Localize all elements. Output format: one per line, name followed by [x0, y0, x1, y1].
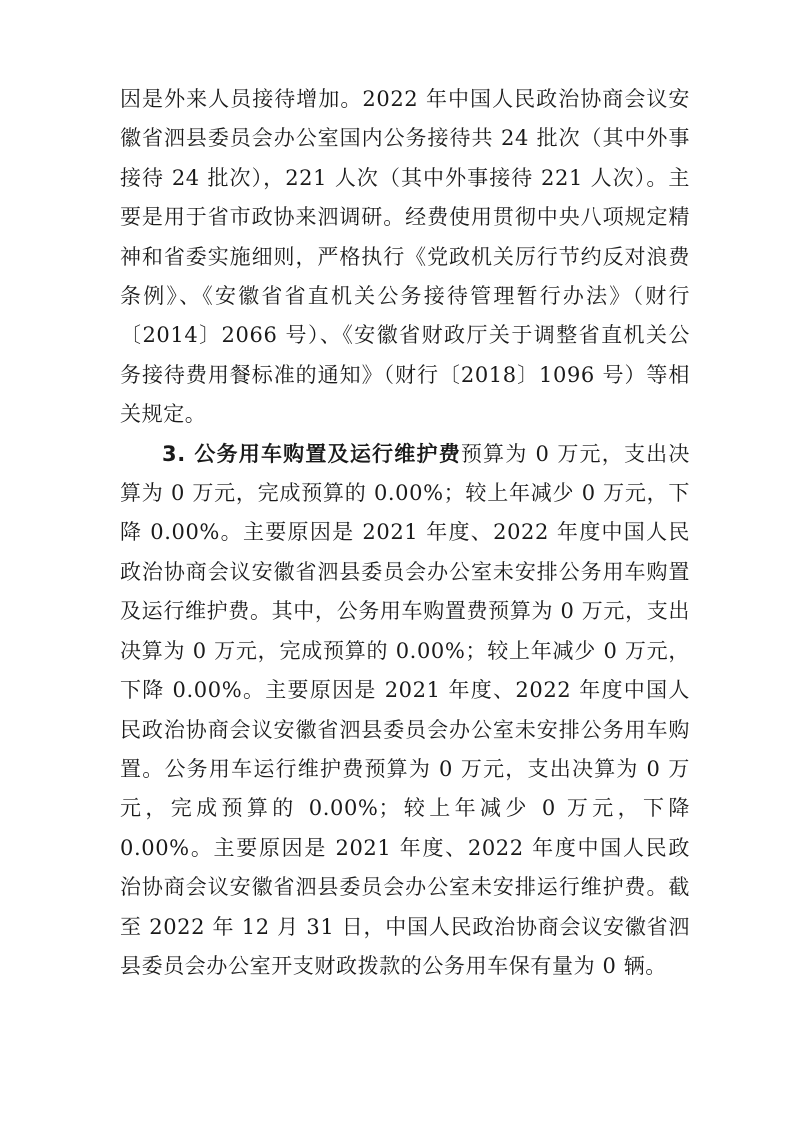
paragraph-vehicle-body: 预算为 0 万元，支出决算为 0 万元，完成预算的 0.00%；较上年减少 0 万元，下降 0.00%。主要原因是 2021 年度、2022 年度中国人民政治协商会议安徽省泗县委员会办公室未安排公务用车购置及运行维护费。其中，公务用车购置费预算为 0 万元，支出决算为 0 万元，完成预算的 0.00%；较上年减少 0 万元，下降 0.00%。主要原因是 2021 年度、2022 年度中国人民政治协商会议安徽省泗县委员会办公室未安排公务用车购置。公务用车运行维护费预算为 0 万元，支出决算为 0 万元，完成预算的 0.00%；较上年减少 0 万元，下降 0.00%。主要原因是 2021 年度、2022 年度中国人民政治协商会议安徽省泗县委员会办公室未安排运行维护费。截至 2022 年 12 月 31 日，中国人民政治协商会议安徽省泗县委员会办公室开支财政拨款的公务用车保有量为 0 辆。 [120, 441, 690, 978]
paragraph-vehicle [120, 435, 690, 987]
section-heading-vehicle: 3. 公务用车购置及运行维护费 [162, 441, 461, 466]
paragraph-reception: 因是外来人员接待增加。2022 年中国人民政治协商会议安徽省泗县委员会办公室国内公务接待共 24 批次（其中外事接待 24 批次），221 人次（其中外事接待 221 人次）。主要是用于省市政协来泗调研。经费使用贯彻中央八项规定精神和省委实施细则，严格执行《党政机关厉行节约反对浪费条例》、《安徽省省直机关公务接待管理暂行办法》（财行〔2014〕2066 号）、《安徽省财政厅关于调整省直机关公务接待费用餐标准的通知》（财行〔2018〕1096 号）等相关规定。 [120, 87, 690, 427]
body-text [120, 80, 690, 986]
